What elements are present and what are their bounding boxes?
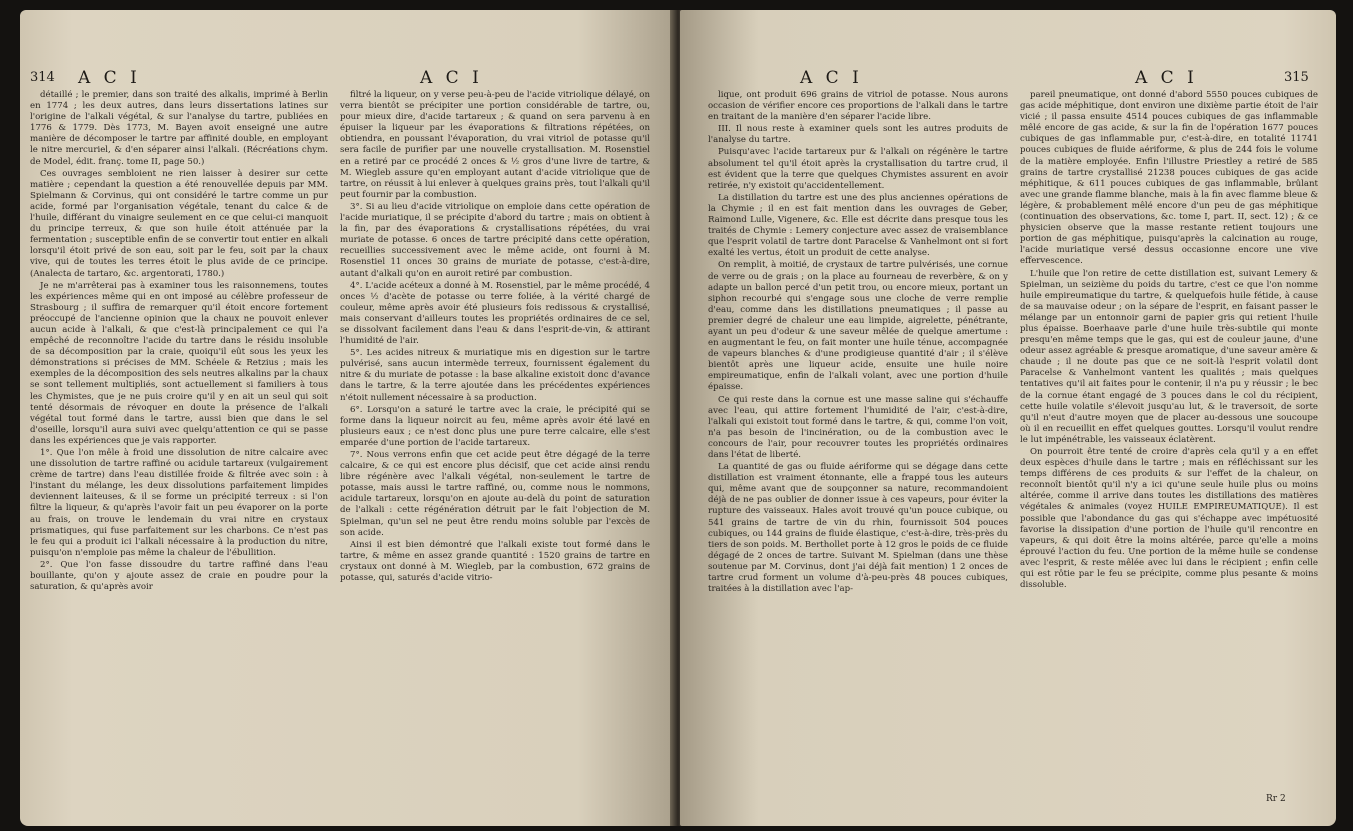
paragraph: III. Il nous reste à examiner quels sont les autres produits de l'analyse du tartre.	[708, 124, 1008, 146]
right-page-header	[680, 68, 1336, 90]
text-column-left	[30, 90, 328, 594]
left-page-header	[20, 68, 676, 90]
left-page	[20, 10, 676, 826]
signature-mark: Rr 2	[1266, 794, 1286, 804]
page-number: 314	[30, 70, 55, 85]
running-head: A C I	[420, 68, 483, 88]
paragraph: 1°. Que l'on mêle à froid une dissolution de nitre calcaire avec une dissolution de tartre raffiné ou acidule tartareux (vulgairement crème de tartre) dans l'eau distillée froide & filtrée avec soin : à l'instant du mélange, les deux dissolutions parfaitement limpides deviennent laiteuses, & il se forme un précipité terreux : si l'on filtre la liqueur, & qu'après l'avoir fait un peu évaporer on la porte au frais, on trouve le lendemain du vrai nitre en crystaux prismatiques, qui fuse parfaitement sur les charbons. Ce n'est pas le feu qui a produit ici l'alkali nécessaire à la production du nitre, puisqu'on n'emploie pas même la chaleur de l'ébullition.	[30, 448, 328, 558]
text-column-left	[708, 90, 1008, 596]
paragraph: Puisqu'avec l'acide tartareux pur & l'alkali on régénère le tartre absolument tel qu'il étoit après la crystallisation du tartre crud, il est évident que la terre que quelques Chymistes assurent en avoir retirée, n'y existoit qu'accidentellement.	[708, 147, 1008, 191]
running-head: A C I	[800, 68, 863, 88]
paragraph: pareil pneumatique, ont donné d'abord 5550 pouces cubiques de gas acide méphitique, dont environ une dixième partie étoit de l'air vicié ; il passa ensuite 4514 pouces cubiques de gas inflammable mêlé encore de gas acide, & sur la fin de l'opération 1677 pouces cubiques de gas inflammable pur, c'est-à-dire, en totalité 11741 pouces cubiques de fluide aériforme, & plus de 244 fois le volume de la matière employée. Enfin l'illustre Priestley a retiré de 585 grains de tartre crystallisé 21238 pouces cubiques de gas acide méphitique, & 611 pouces cubiques de gas inflammable, brûlant avec une grande flamme blanche, mais à la fin avec flamme bleue & légère, & probablement mêlé encore d'un peu de gas méphitique (continuation des observations, &c. tome I, part. II, sect. 12) ; & ce physicien observe que la masse restante retient toujours une portion de gas méphitique, puisqu'après la calcination au rouge, l'acide muriatique versé dessus occasionne encore une vive effervescence.	[1020, 90, 1318, 267]
running-head: A C I	[78, 68, 141, 88]
right-page	[680, 10, 1336, 826]
paragraph: Ces ouvrages sembloient ne rien laisser à desirer sur cette matière ; cependant la question a été renouvellée depuis par MM. Spielmann & Corvinus, qui ont considéré le tartre comme un pur acide, formé par l'organisation végétale, tenant du calce & de l'huile, différant du vinaigre seulement en ce que celui-ci manquoit du principe terreux, & que son huile étoit atténuée par la fermentation ; susceptible enfin de se convertir tout entier en alkali lorsqu'il étoit privé de son eau, soit par le feu, soit par la chaux vive, qui de toutes les terres étoit le plus avide de ce principe. (Analecta de tartaro, &c. argentorati, 1780.)	[30, 168, 328, 279]
running-head: A C I	[1135, 68, 1198, 88]
text-column-right	[1020, 90, 1318, 592]
paragraph: détaillé ; le premier, dans son traité des alkalis, imprimé à Berlin en 1774 ; les deux autres, dans leurs dissertations latines sur l'origine de l'alkali végétal, & sur l'analyse du tartre, publiées en 1776 & 1779. Dès 1773, M. Bayen avoit enseigné une autre manière de décomposer le tartre par affinité double, en employant le nitre mercuriel, & d'en séparer ainsi l'alkali. (Récréations chym. de Model, édit. franç. tome II, page 50.)	[30, 90, 328, 167]
paragraph: 2°. Que l'on fasse dissoudre du tartre raffiné dans l'eau bouillante, qu'on y ajoute assez de craie en poudre pour la saturation, & qu'après avoir	[30, 559, 328, 593]
paragraph: 5°. Les acides nitreux & muriatique mis en digestion sur le tartre pulvérisé, sans aucun intermède terreux, fournissent également du nitre & du muriate de potasse : la base alkaline existoit donc d'avance dans le tartre, & la terre ajoutée dans les précédentes expériences n'étoit nullement nécessaire à sa production.	[340, 348, 650, 403]
page-number: 315	[1284, 70, 1309, 85]
paragraph: On remplit, à moitié, de crystaux de tartre pulvérisés, une cornue de verre ou de grais ; on la place au fourneau de reverbère, & on y adapte un ballon percé d'un petit trou, ou encore mieux, portant un siphon recourbé qui s'engage sous une cloche de verre remplie d'eau, comme dans les distillations pneumatiques ; il passe au premier degré de chaleur une eau limpide, aigrelette, pénétrante, ayant un peu d'odeur & une saveur mêlée de quelque amertume : en augmentant le feu, on fait monter une huile ténue, accompagnée de vapeurs blanches & d'une prodigieuse quantité d'air ; il s'élève bientôt après une liqueur acide, ensuite une huile noire empireumatique, enfin de l'alkali volant, avec une portion d'huile épaisse.	[708, 260, 1008, 393]
paragraph: Ainsi il est bien démontré que l'alkali existe tout formé dans le tartre, & même en assez grande quantité : 1520 grains de tartre en crystaux ont donné à M. Wiegleb, par la combustion, 672 grains de potasse, qui, saturés d'acide vitrio-	[340, 539, 650, 584]
paragraph: 6°. Lorsqu'on a saturé le tartre avec la craie, le précipité qui se forme dans la liqueur noircit au feu, même après avoir été lavé en plusieurs eaux ; ce n'est donc plus une pure terre calcaire, elle s'est emparée d'une portion de l'acide tartareux.	[340, 404, 650, 448]
paragraph: filtré la liqueur, on y verse peu-à-peu de l'acide vitriolique délayé, on verra bientôt se précipiter une portion considérable de tartre, ou, pour mieux dire, d'acide tartareux ; & quand on sera parvenu à en épuiser la liqueur par les évaporations & filtrations répétées, on obtiendra, en poussant l'évaporation, du vrai vitriol de potasse qu'il sera facile de purifier par une nouvelle crystallisation. M. Rosenstiel en a retiré par ce procédé 2 onces & ½ gros d'une livre de tartre, & M. Wiegleb assure qu'en employant autant d'acide vitriolique que de tartre, on réussit à lui enlever à quelques grains près, tout l'alkali qu'il peut fournir par la combustion.	[340, 90, 650, 200]
paragraph: On pourroit être tenté de croire d'après cela qu'il y a en effet deux espèces d'huile dans le tartre ; mais en réfléchissant sur les temps différens de ces produits & sur l'effet de la chaleur, on reconnoît bientôt qu'il n'y a ici qu'une seule huile plus ou moins altérée, comme il arrive dans toutes les distillations des matières végétales & animales (voyez HUILE EMPIREUMATIQUE). Il est possible que l'abondance du gas qui s'échappe avec impétuosité favorise la dissipation d'une portion de l'huile qu'il rencontre en vapeurs, & qui doit être la moins altérée, parce qu'elle a moins éprouvé l'action du feu. Une portion de la même huile se condense avec l'esprit, & reste mêlée avec lui dans le récipient ; enfin celle qui est rôtie par le feu se précipite, comme plus pesante & moins dissoluble.	[1020, 447, 1318, 591]
paragraph: 7°. Nous verrons enfin que cet acide peut être dégagé de la terre calcaire, & ce qui est encore plus décisif, que cet acide ainsi rendu libre régénère avec l'alkali végétal, non-seulement le tartre de potasse, mais aussi le tartre raffiné, ou, comme nous le nommons, acidule tartareux, lorsqu'on en ajoute au-delà du point de saturation de l'alkali : cette régénération détruit par le fait l'objection de M. Spielman, qu'un sel ne peut être rendu moins soluble par l'excès de son acide.	[340, 450, 650, 538]
paragraph: lique, ont produit 696 grains de vitriol de potasse. Nous aurons occasion de vérifier encore ces proportions de l'alkali dans le tartre en traitant de la manière d'en séparer l'acide libre.	[708, 90, 1008, 123]
text-column-right	[340, 90, 650, 585]
paragraph: 4°. L'acide acéteux a donné à M. Rosenstiel, par le même procédé, 4 onces ½ d'acète de potasse ou terre foliée, à la vérité chargé de couleur, même après avoir été plusieurs fois redissous & crystallisé, mais conservant d'ailleurs toutes les propriétés ordinaires de ce sel, se dissolvant facilement dans l'eau & dans l'esprit-de-vin, & attirant l'humidité de l'air.	[340, 280, 650, 347]
paragraph: La quantité de gas ou fluide aériforme qui se dégage dans cette distillation est vraiment étonnante, elle a frappé tous les auteurs qui, même avant que de soupçonner sa nature, recommandoient déjà de ne pas oublier de donner issue à ces vapeurs, pour éviter la rupture des vaisseaux. Hales avoit trouvé qu'un pouce cubique, ou 541 grains de tartre de vin du rhin, fournissoit 504 pouces cubiques, ou 144 grains de fluide élastique, c'est-à-dire, très-près du tiers de son poids. M. Berthollet porte à 12 gros le poids de ce fluide dégagé de 2 onces de tartre. Suivant M. Spielman (dans une thèse soutenue par M. Corvinus, dont j'ai déjà fait mention) 1 2 onces de tartre crud forment un volume d'à-peu-près 48 pouces cubiques, traitées à la distillation avec l'ap-	[708, 462, 1008, 595]
paragraph: Je ne m'arrêterai pas à examiner tous les raisonnemens, toutes les expériences même qui en ont imposé au célèbre professeur de Strasbourg ; il suffira de remarquer qu'il étoit encore fortement préoccupé de l'ancienne opinion que la chaux ne pouvoit enlever aucun acide à l'alkali, & que c'est-là principalement ce qui l'a empêché de reconnoître l'acide du tartre dans le résidu insoluble de sa décomposition par la craie, quoiqu'il eût sous les yeux les démonstrations si précises de MM. Schéele & Retzius ; mais les exemples de la décomposition des sels neutres alkalins par la chaux se sont tellement multipliés, sont actuellement si familiers à tous les Chymistes, que je ne puis croire qu'il y en ait un seul qui soit tenté désormais de révoquer en doute la présence de l'alkali végétal tout formé dans le tartre, aussi bien que dans le sel d'oseille, lorsqu'il aura suivi avec quelqu'attention ce qui se passe dans les expériences que je vais rapporter.	[30, 280, 328, 446]
paragraph: Ce qui reste dans la cornue est une masse saline qui s'échauffe avec l'eau, qui attire fortement l'humidité de l'air, c'est-à-dire, l'alkali qui existoit tout formé dans le tartre, & qui, comme l'on voit, n'a pas besoin de l'incinération, ou de la combustion avec le concours de l'air, pour recouvrer toutes les propriétés ordinaires dans l'état de liberté.	[708, 394, 1008, 460]
paragraph: La distillation du tartre est une des plus anciennes opérations de la Chymie ; il en est fait mention dans les ouvrages de Geber, Raimond Lulle, Vigenere, &c. Elle est décrite dans presque tous les traités de Chymie : Lemery conjecture avec assez de vraisemblance que l'esprit volatil de tartre dont Paracelse & Vanhelmont ont si fort exalté les vertus, étoit un produit de cette analyse.	[708, 192, 1008, 259]
paragraph: L'huile que l'on retire de cette distillation est, suivant Lemery & Spielman, un seizième du poids du tartre, c'est ce que l'on nomme huile empireumatique du tartre, & quelquefois huile fétide, à cause de sa mauvaise odeur ; on la sépare de l'esprit, en faisant passer le mélange par un entonnoir garni de papier gris qui retient l'huile plus épaisse. Boerhaave parle d'une huile très-subtile qui monte presqu'en même temps que le gas, qui est de couleur jaune, d'une odeur assez agréable & presque aromatique, d'une saveur amère & chaude ; il ne doute pas que ce ne soit-là l'esprit volatil dont Paracelse & Vanhelmont vantent les qualités ; mais quelques tentatives qu'il ait faites pour le contenir, il n'a pu y réussir ; le bec de la cornue étant engagé de 3 pouces dans le col du récipient, cette huile volatile s'élevoit jusqu'au lut, & le traversoit, de sorte qu'il n'eut d'autre moyen que de placer au-dessous une soucoupe où il en recueillit en effet quelques gouttes. Lorsqu'il voulut rendre le lut impénétrable, les vaisseaux éclatèrent.	[1020, 268, 1318, 445]
book-spread	[20, 10, 1336, 826]
paragraph: 3°. Si au lieu d'acide vitriolique on emploie dans cette opération de l'acide muriatique, il se précipite d'abord du tartre ; mais on obtient à la fin, par des évaporations & crystallisations répétées, du vrai muriate de potasse. 6 onces de tartre précipité dans cette opération, recueillies successivement avec le même acide, ont fourni à M. Rosenstiel 11 onces 30 grains de muriate de potasse, c'est-à-dire, autant d'alkali qu'on en auroit retiré par combustion.	[340, 201, 650, 279]
